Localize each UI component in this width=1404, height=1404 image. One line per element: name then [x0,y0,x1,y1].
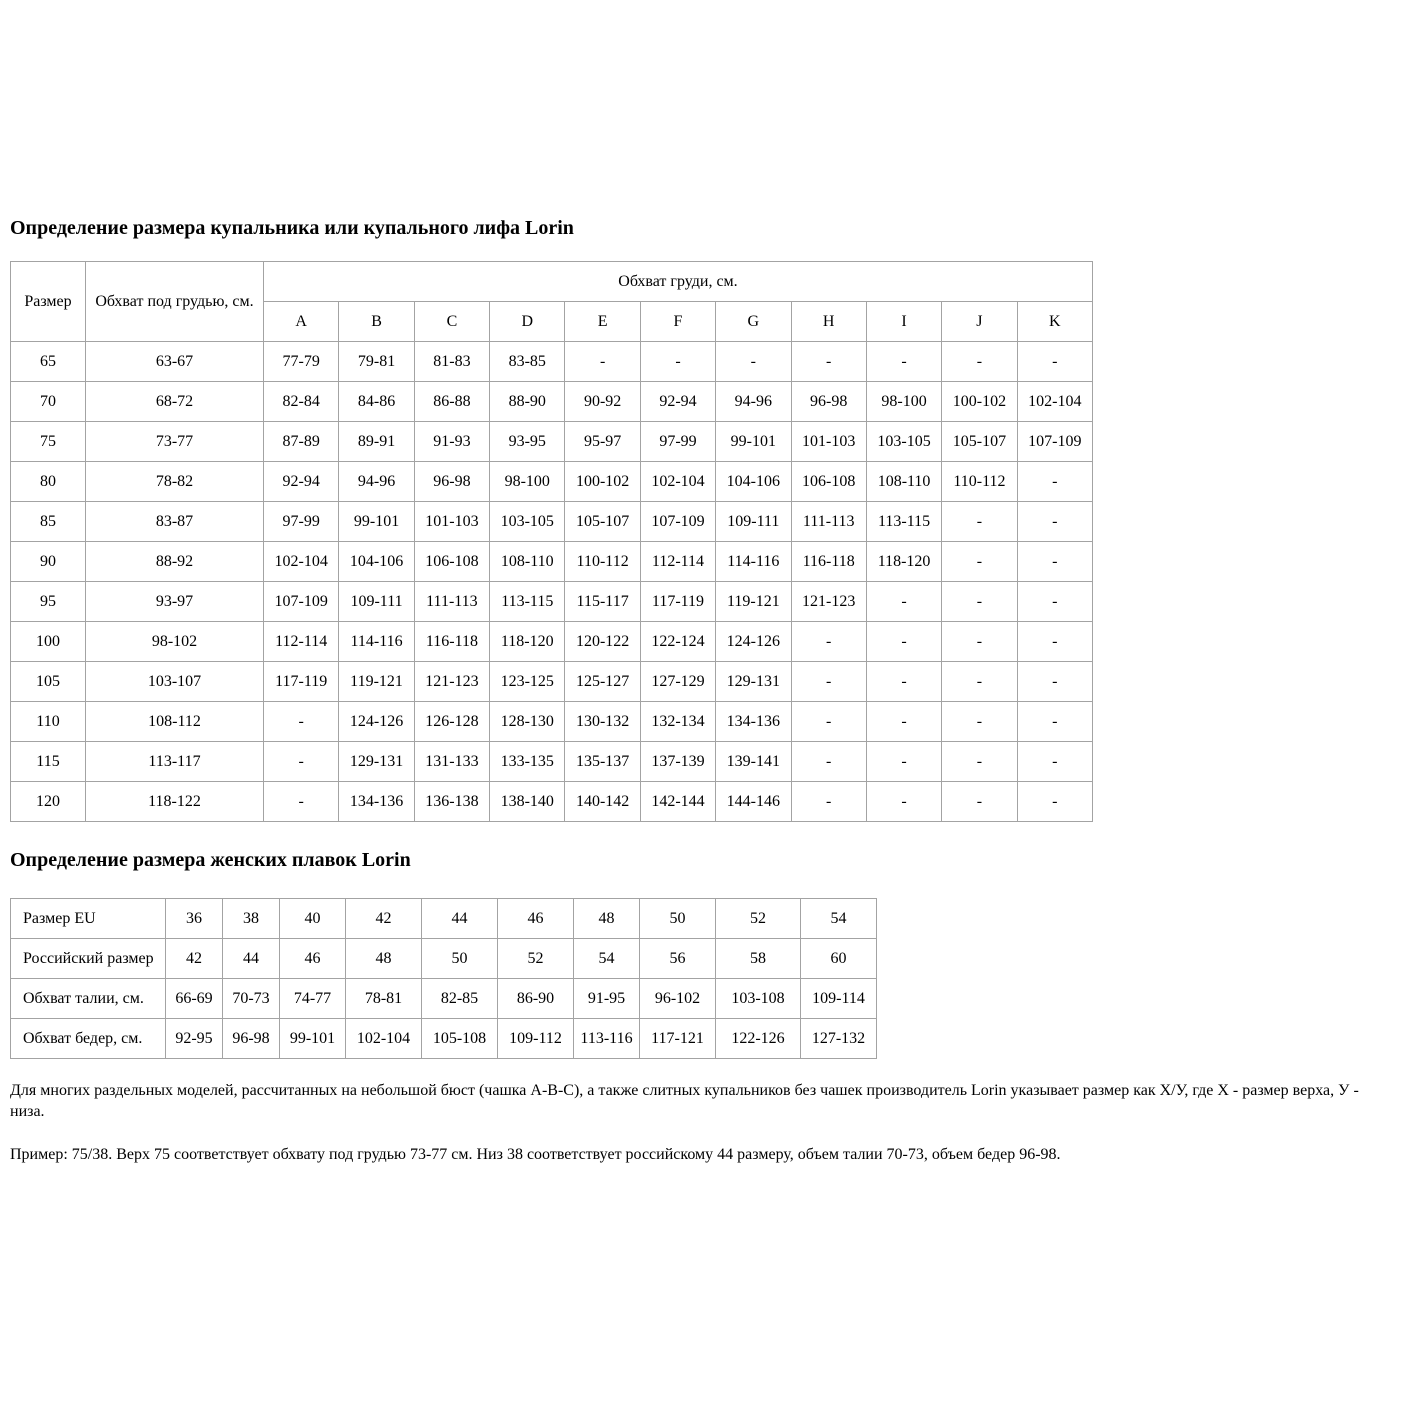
table-cell: 48 [346,939,422,979]
table-cell: 98-100 [866,382,941,422]
table-cell: 101-103 [791,422,866,462]
table-cell: - [866,742,941,782]
cup-letter-header: H [791,302,866,342]
table-cell: 95 [11,582,86,622]
table-cell: - [791,742,866,782]
table-cell: 95-97 [565,422,640,462]
table-cell: 90-92 [565,382,640,422]
table-cell: 50 [640,899,716,939]
table-cell: 84-86 [339,382,414,422]
cup-letter-header: I [866,302,941,342]
table-cell: 102-104 [346,1019,422,1059]
table-cell: 133-135 [490,742,565,782]
table-cell: - [1017,782,1092,822]
table-cell: 94-96 [716,382,791,422]
table-cell: 91-93 [414,422,489,462]
table-cell: 96-98 [791,382,866,422]
table-row [11,622,1093,662]
table-cell: - [264,742,339,782]
table-cell: 132-134 [640,702,715,742]
table-cell: - [791,342,866,382]
table-cell: 42 [166,939,223,979]
table-cell: 135-137 [565,742,640,782]
table-cell: 106-108 [791,462,866,502]
table-cell: 63-67 [86,342,264,382]
table-cell: 66-69 [166,979,223,1019]
table-cell: 50 [422,939,498,979]
table-cell: 122-126 [716,1019,801,1059]
cup-letter-header: K [1017,302,1092,342]
table-row [11,662,1093,702]
table-row [11,462,1093,502]
table-cell: 91-95 [574,979,640,1019]
table-cell: 90 [11,542,86,582]
table-cell: - [1017,742,1092,782]
table-cell: - [1017,502,1092,542]
table-cell: 111-113 [414,582,489,622]
table-cell: 65 [11,342,86,382]
table-cell: - [791,702,866,742]
table-cell: 113-115 [866,502,941,542]
table-cell: 134-136 [716,702,791,742]
table-cell: 107-109 [1017,422,1092,462]
table-cell: - [942,582,1017,622]
table-cell: 109-112 [498,1019,574,1059]
table-cell: 104-106 [716,462,791,502]
table-cell: 108-110 [866,462,941,502]
table-cell: 100 [11,622,86,662]
table-cell: 105-108 [422,1019,498,1059]
table-cell: 56 [640,939,716,979]
table-cell: 81-83 [414,342,489,382]
table-cell: 54 [801,899,877,939]
table-cell: 46 [498,899,574,939]
swimsuit-size-table [10,261,1093,822]
table-cell: 99-101 [280,1019,346,1059]
table-cell: - [942,542,1017,582]
table-cell: - [716,342,791,382]
table-cell: - [791,782,866,822]
table-cell: 104-106 [339,542,414,582]
table-cell: 122-124 [640,622,715,662]
table-cell: - [264,702,339,742]
header-size: Размер [11,262,86,342]
table-cell: 110 [11,702,86,742]
table-cell: - [791,662,866,702]
swimsuit-table-body [11,342,1093,822]
table-cell: 89-91 [339,422,414,462]
table-cell: 109-114 [801,979,877,1019]
table-cell: 44 [223,939,280,979]
table-cell: 106-108 [414,542,489,582]
row-label: Размер EU [11,899,166,939]
cup-letter-header: A [264,302,339,342]
cup-letter-header: J [942,302,1017,342]
table-cell: 103-108 [716,979,801,1019]
table-cell: 102-104 [264,542,339,582]
cup-letter-header: C [414,302,489,342]
table-cell: - [1017,582,1092,622]
table-cell: 127-132 [801,1019,877,1059]
table-cell: 120-122 [565,622,640,662]
table-cell: 115 [11,742,86,782]
table-cell: 97-99 [640,422,715,462]
table-cell: 102-104 [1017,382,1092,422]
table-cell: - [942,502,1017,542]
cup-letter-header: F [640,302,715,342]
table-row [11,939,877,979]
row-label: Обхват бедер, см. [11,1019,166,1059]
table-cell: 98-100 [490,462,565,502]
table-cell: 60 [801,939,877,979]
table-cell: 109-111 [716,502,791,542]
table-cell: 86-88 [414,382,489,422]
table-cell: 44 [422,899,498,939]
table-cell: 113-117 [86,742,264,782]
table-cell: 110-112 [565,542,640,582]
note-paragraph-1: Для многих раздельных моделей, рассчитанных на небольшой бюст (чашка A-B-C), а также слитных купальников без чашек производитель Lorin указывает размер как Х/У, где Х - размер верха, У - низа. [10,1082,1359,1120]
table-cell: 52 [716,899,801,939]
cup-letter-header: G [716,302,791,342]
bottoms-size-table [10,898,877,1059]
table-cell: - [942,782,1017,822]
table-cell: - [942,342,1017,382]
table-cell: 111-113 [791,502,866,542]
table-cell: - [866,622,941,662]
table-cell: 134-136 [339,782,414,822]
table-cell: 109-111 [339,582,414,622]
table-row [11,979,877,1019]
table-cell: 114-116 [716,542,791,582]
note-paragraph-2: Пример: 75/38. Верх 75 соответствует обхвату под грудью 73-77 см. Низ 38 соответствует российскому 44 размеру, объем талии 70-73, объем бедер 96-98. [10,1145,1061,1163]
table-cell: - [640,342,715,382]
table-cell: - [866,582,941,622]
bottoms-size-title: Определение размера женских плавок Lorin [10,849,411,871]
cup-letter-header: B [339,302,414,342]
table-cell: 121-123 [414,662,489,702]
table-cell: 87-89 [264,422,339,462]
table-cell: - [866,342,941,382]
table-cell: 88-90 [490,382,565,422]
table-cell: - [1017,342,1092,382]
table-cell: 88-92 [86,542,264,582]
table-cell: 83-87 [86,502,264,542]
table-cell: 130-132 [565,702,640,742]
table-cell: - [264,782,339,822]
table-cell: - [1017,702,1092,742]
cup-letter-header: E [565,302,640,342]
table-cell: 82-85 [422,979,498,1019]
table-cell: 113-116 [574,1019,640,1059]
table-cell: - [791,622,866,662]
table-cell: 97-99 [264,502,339,542]
table-cell: 78-81 [346,979,422,1019]
table-cell: 75 [11,422,86,462]
table-cell: 42 [346,899,422,939]
table-cell: 48 [574,899,640,939]
table-cell: 144-146 [716,782,791,822]
table-cell: 112-114 [264,622,339,662]
table-cell: 119-121 [339,662,414,702]
table-cell: 70 [11,382,86,422]
table-cell: 129-131 [339,742,414,782]
table-cell: 120 [11,782,86,822]
table-cell: 121-123 [791,582,866,622]
table-cell: 117-119 [640,582,715,622]
table-cell: - [866,702,941,742]
table-cell: 40 [280,899,346,939]
table-cell: 114-116 [339,622,414,662]
table-cell: 105 [11,662,86,702]
table-cell: 105-107 [942,422,1017,462]
header-bust-group: Обхват груди, см. [264,262,1093,302]
table-cell: 127-129 [640,662,715,702]
table-cell: 86-90 [498,979,574,1019]
table-cell: - [1017,622,1092,662]
table-cell: - [1017,662,1092,702]
table-cell: 118-120 [866,542,941,582]
table-cell: 83-85 [490,342,565,382]
table-cell: - [942,622,1017,662]
table-row [11,742,1093,782]
table-row [11,382,1093,422]
table-cell: 36 [166,899,223,939]
table-cell: 131-133 [414,742,489,782]
table-cell: 113-115 [490,582,565,622]
table-cell: 96-98 [223,1019,280,1059]
table-cell: 73-77 [86,422,264,462]
table-cell: - [866,662,941,702]
table-cell: 103-105 [866,422,941,462]
table-row [11,582,1093,622]
row-label: Российский размер [11,939,166,979]
table-cell: 129-131 [716,662,791,702]
table-cell: 107-109 [640,502,715,542]
table-cell: 142-144 [640,782,715,822]
cup-letter-header: D [490,302,565,342]
table-cell: 93-95 [490,422,565,462]
table-cell: - [942,702,1017,742]
table-cell: 119-121 [716,582,791,622]
header-underbust: Обхват под грудью, см. [86,262,264,342]
table-row [11,502,1093,542]
table-cell: - [866,782,941,822]
table-cell: 46 [280,939,346,979]
table-row [11,702,1093,742]
table-cell: 96-102 [640,979,716,1019]
table-cell: 112-114 [640,542,715,582]
table-cell: 118-120 [490,622,565,662]
table-cell: 38 [223,899,280,939]
swimsuit-size-title: Определение размера купальника или купального лифа Lorin [10,217,574,239]
table-header-row [11,262,1093,302]
table-row [11,1019,877,1059]
table-cell: 74-77 [280,979,346,1019]
table-cell: 82-84 [264,382,339,422]
table-cell: 108-110 [490,542,565,582]
table-cell: 124-126 [716,622,791,662]
table-cell: 85 [11,502,86,542]
table-cell: 125-127 [565,662,640,702]
table-cell: 117-121 [640,1019,716,1059]
table-row [11,542,1093,582]
table-cell: 93-97 [86,582,264,622]
table-cell: 117-119 [264,662,339,702]
table-cell: 100-102 [942,382,1017,422]
table-cell: 105-107 [565,502,640,542]
table-cell: - [565,342,640,382]
table-cell: 79-81 [339,342,414,382]
table-row [11,899,877,939]
table-cell: 94-96 [339,462,414,502]
table-cell: 126-128 [414,702,489,742]
table-cell: 92-94 [640,382,715,422]
table-cell: 140-142 [565,782,640,822]
table-cell: 108-112 [86,702,264,742]
table-cell: 99-101 [339,502,414,542]
table-cell: 124-126 [339,702,414,742]
table-cell: 136-138 [414,782,489,822]
table-cell: 99-101 [716,422,791,462]
table-cell: 58 [716,939,801,979]
table-cell: 123-125 [490,662,565,702]
table-cell: 110-112 [942,462,1017,502]
table-cell: 116-118 [414,622,489,662]
table-cell: 101-103 [414,502,489,542]
table-cell: 78-82 [86,462,264,502]
table-cell: 92-94 [264,462,339,502]
table-cell: 128-130 [490,702,565,742]
table-cell: 116-118 [791,542,866,582]
table-cell: 103-105 [490,502,565,542]
table-cell: 96-98 [414,462,489,502]
table-cell: 137-139 [640,742,715,782]
table-cell: - [1017,542,1092,582]
table-row [11,422,1093,462]
table-cell: 115-117 [565,582,640,622]
table-cell: 102-104 [640,462,715,502]
table-cell: - [942,662,1017,702]
row-label: Обхват талии, см. [11,979,166,1019]
table-cell: 118-122 [86,782,264,822]
table-cell: 92-95 [166,1019,223,1059]
table-cell: 139-141 [716,742,791,782]
table-cell: 70-73 [223,979,280,1019]
table-cell: 100-102 [565,462,640,502]
table-cell: 80 [11,462,86,502]
table-cell: 77-79 [264,342,339,382]
table-row [11,782,1093,822]
bottoms-table-body [11,899,877,1059]
table-cell: 138-140 [490,782,565,822]
table-cell: 107-109 [264,582,339,622]
table-cell: 103-107 [86,662,264,702]
table-cell: - [1017,462,1092,502]
table-cell: 98-102 [86,622,264,662]
table-cell: 68-72 [86,382,264,422]
table-cell: 52 [498,939,574,979]
table-cell: - [942,742,1017,782]
table-row [11,342,1093,382]
table-cell: 54 [574,939,640,979]
